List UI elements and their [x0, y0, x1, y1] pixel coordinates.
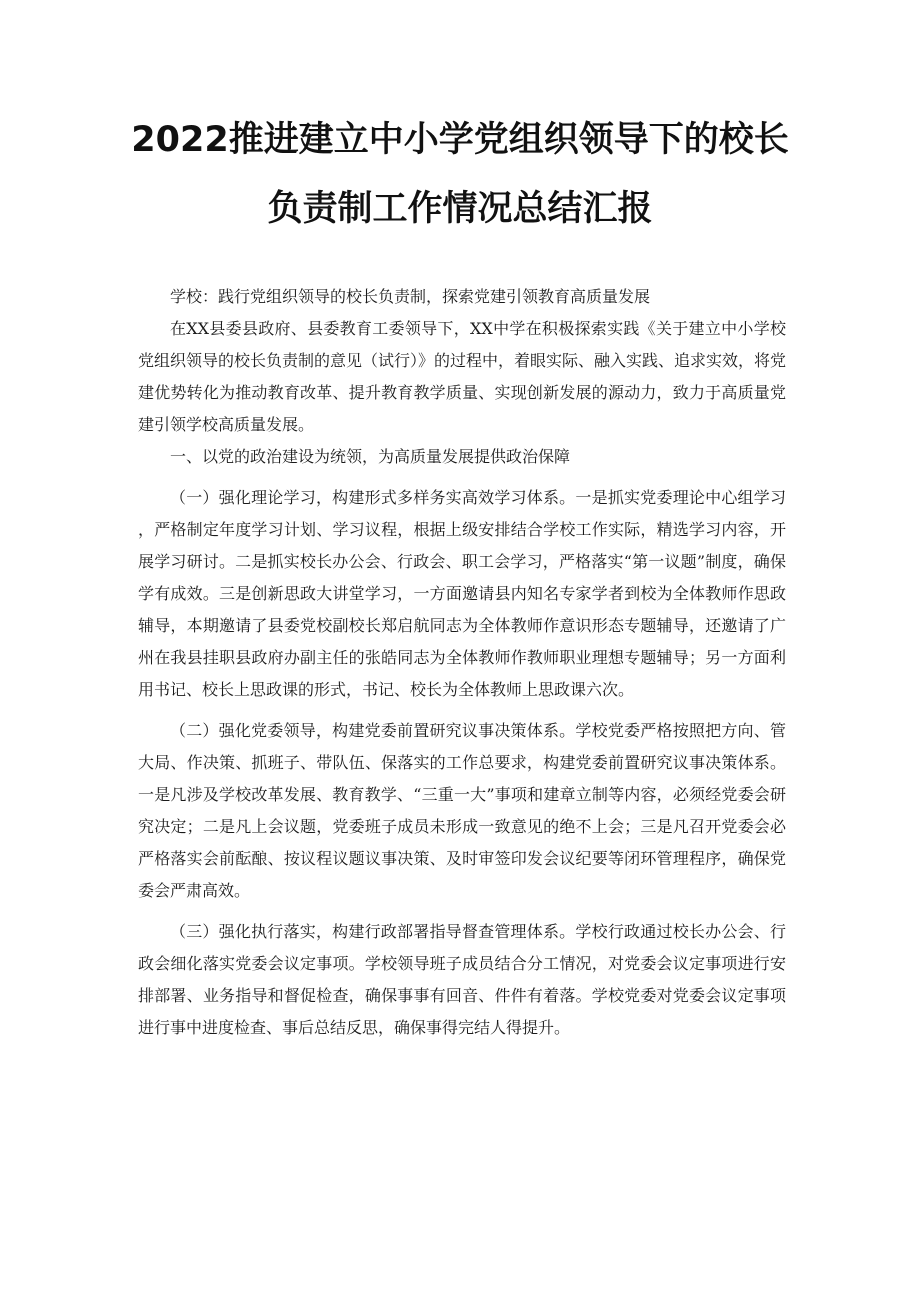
paragraph-item-2: （二）强化党委领导，构建党委前置研究议事决策体系。学校党委严格按照把方向、管大局、作决策、抓班子、带队伍、保落实的工作总要求，构建党委前置研究议事决策体系。一是凡涉及学校改革发展、教育教学、“三重一大”事项和建章立制等内容，必须经党委会研究决定；二是凡上会议题，党委班子成员未形成一致意见的绝不上会；三是凡召开党委会必严格落实会前酝酿、按议程议题议事决策、及时审签印发会议纪要等闭环管理程序，确保党委会严肃高效。 [138, 721, 786, 900]
section-heading-1: 一、以党的政治建设为统领，为高质量发展提供政治保障 [170, 447, 571, 466]
paragraph-item-3: （三）强化执行落实，构建行政部署指导督查管理体系。学校行政通过校长办公会、行政会细化落实党委会议定事项。学校领导班子成员结合分工情况，对党委会议定事项进行安排部署、业务指导和督促检查，确保事事有回音、件件有着落。学校党委对党委会议定事项进行事中进度检查、事后总结反思，确保事得完结人得提升。 [138, 922, 786, 1037]
document-body [138, 281, 786, 1044]
paragraph-item-1: （一）强化理论学习，构建形式多样务实高效学习体系。一是抓实党委理论中心组学习，严格制定年度学习计划、学习议程，根据上级安排结合学校工作实际，精选学习内容，开展学习研讨。二是抓实校长办公会、行政会、职工会学习，严格落实“第一议题”制度，确保学有成效。三是创新思政大讲堂学习，一方面邀请县内知名专家学者到校为全体教师作思政辅导，本期邀请了县委党校副校长郑启航同志为全体教师作意识形态专题辅导，还邀请了广州在我县挂职县政府办副主任的张皓同志为全体教师作教师职业理想专题辅导；另一方面利用书记、校长上思政课的形式，书记、校长为全体教师上思政课六次。 [138, 488, 786, 699]
document-title-line-1: 2022推进建立中小学党组织领导下的校长 [131, 120, 789, 160]
paragraph-intro: 在XX县委县政府、县委教育工委领导下，XX中学在积极探索实践《关于建立中小学校党组织领导的校长负责制的意见（试行）》的过程中，着眼实际、融入实践、追求实效，将党建优势转化为推动教育改革、提升教育教学质量、实现创新发展的源动力，致力于高质量党建引领学校高质量发展。 [138, 319, 787, 434]
document-title-line-2: 负责制工作情况总结汇报 [267, 189, 653, 229]
paragraph-subtitle: 学校：践行党组织领导的校长负责制，探索党建引领教育高质量发展 [170, 287, 651, 306]
